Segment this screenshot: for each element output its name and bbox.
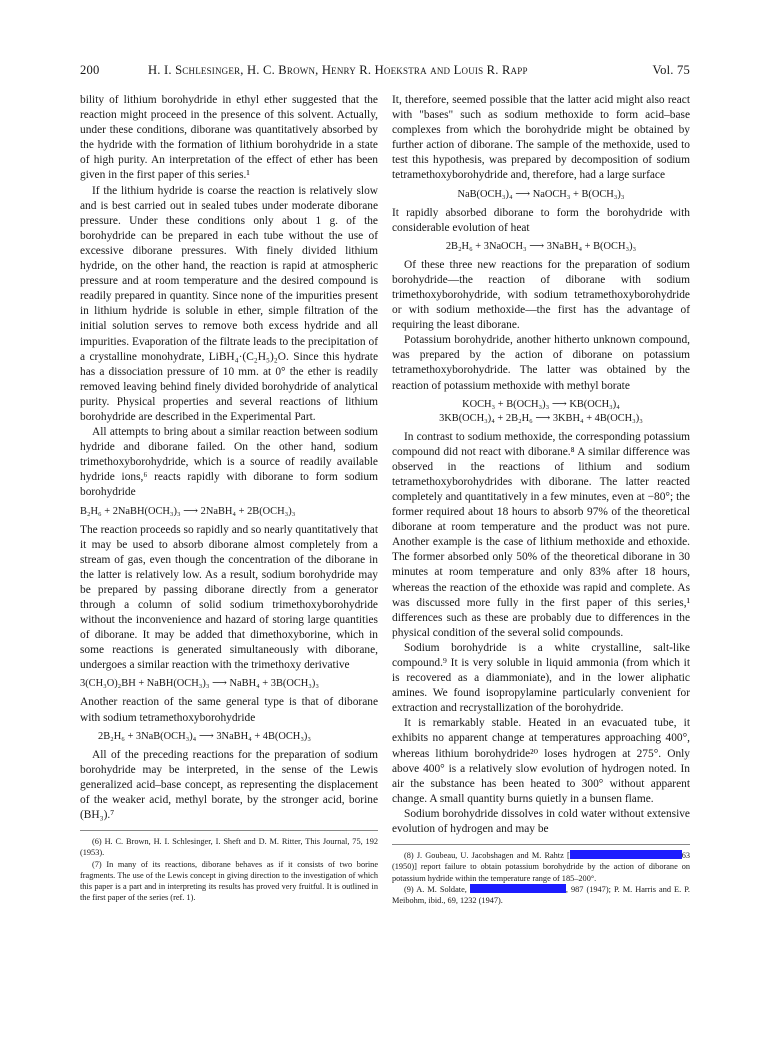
paragraph: All attempts to bring about a similar reaction between sodium hydride and diborane failed. On the other hand, sodium trimethoxyborohydride, which is a source of readily available hydride ions,⁶ reacts rapidly with diborane to form sodium borohydride: [80, 426, 378, 499]
paragraph: It is remarkably stable. Heated in an evacuated tube, it exhibits no apparent change at temperatures approaching 400°, whereas lithium borohydride²⁰ loses hydrogen at 275°. Only above 400° is a relatively slow evolution of hydrogen noted. In air the substance has been heated to 300° without apparent change. A small quantity burns quietly in a bunsen flame.: [392, 717, 690, 805]
paragraph: Of these three new reactions for the preparation of sodium borohydride—the reaction of diborane with sodium trimethoxyborohydride, with sodium tetramethoxyborohydride or with sodium methoxide—the first has the advantage of requiring the least diborane.: [392, 258, 690, 332]
paragraph: Sodium borohydride is a white crystalline, salt-like compound.⁹ It is very soluble in liquid ammonia (from which it is recovered as a diammoniate), and in the lower aliphatic amines. We found isopropylamine particularly convenient for extraction and recrystallization of the borohydride.: [392, 641, 690, 715]
footnote-text: (9) A. M. Soldate,: [404, 884, 470, 894]
equation: B₂H₆ + 2NaBH(OCH₃)₃ ⟶ 2NaBH₄ + 2B(OCH₃)₃: [80, 505, 296, 517]
footnote-text: (8) J. Goubeau, U. Jacobshagen and M. Rahtz [: [404, 851, 570, 861]
equation: NaB(OCH₃)₄ ⟶ NaOCH₃ + B(OCH₃)₃: [457, 188, 625, 200]
paragraph: If the lithium hydride is coarse the reaction is relatively slow and is best carried out in sealed tubes under moderate diborane pressure. Under these conditions only about 1 g. of the borohydride can be prepared in each tube without the use of excessive diborane pressures. With finely divided lithium hydride, on the other hand, the reaction is rapid at atmospheric pressure and at room temperature and the desired compound is readily prepared in quantity. Since none of the impurities present in lithium hydride is soluble in ether, simple filtration of the initial solution serves to remove both excess hydride and all impurities. Evaporation of the filtrate leads to the precipitation of a crystalline monohydrate, LiBH₄·(C₂H₅)₂O. Since this hydrate has a dissociation pressure of 10 mm. at 0° the ether is readily removed leaving behind finely divided borohydride of analytical purity. Physical properties and several reactions of lithium borohydride are described in the Experimental Part.: [80, 184, 378, 423]
footnote-text: , 987 (1947); P. M. Harris and E. P. Meibohm, ibid., 69, 1232 (1947).: [392, 884, 690, 905]
footnote: (7) In many of its reactions, diborane behaves as if it consists of two borine fragments. The use of the Lewis concept in giving direction to the investigation of which this paper is a part and in interpreting its results has proved very fruitful. It is outlined in the first paper of the series (ref. 1).: [80, 859, 378, 903]
equation: KOCH₃ + B(OCH₃)₃ ⟶ KB(OCH₃)₄: [462, 398, 620, 410]
paragraph: The reaction proceeds so rapidly and so nearly quantitatively that it may be used to absorb diborane almost completely from a stream of gas, even though the concentration of the diborane in the latter is relatively low. As a result, sodium borohydride may be prepared by passing diborane directly from a generator through a column of solid sodium trimethoxyborohydride without the inconvenience and hazard of storing large quantities of diborane. It may be added that dimethoxyborine, which in some reactions is generated simultaneously with diborane, undergoes a similar reaction with the trimethoxy derivative: [80, 523, 378, 672]
paragraph: It, therefore, seemed possible that the latter acid might also react with "bases" such as sodium methoxide to form acid–base complexes from which the borohydride might be obtained by further action of diborane. The sample of the methoxide, used to test this hypothesis, was prepared by decomposition of sodium tetramethoxyborohydride and, therefore, had a large surface: [392, 94, 690, 182]
paragraph: It rapidly absorbed diborane to form the borohydride with considerable evolution of heat: [392, 206, 690, 234]
paragraph: bility of lithium borohydride in ethyl ether suggested that the reaction might proceed in the presence of this solvent. Actually, under these conditions, diborane was quantitatively absorbed by the hydride with the formation of lithium borohydride in a state of high purity. An interpretation of the effect of ether has been given in the first paper of this series.¹: [80, 94, 378, 182]
redaction-box: [570, 850, 682, 859]
footnote-rule: [80, 830, 378, 831]
running-authors: H. I. Schlesinger, H. C. Brown, Henry R. Hoekstra and Louis R. Rapp: [148, 63, 528, 77]
footnote: (6) H. C. Brown, H. I. Schlesinger, I. Sheft and D. M. Ritter, This Journal, 75, 192 (1953).: [80, 837, 378, 858]
equation: 2B₂H₆ + 3NaOCH₃ ⟶ 3NaBH₄ + B(OCH₃)₃: [445, 240, 637, 252]
footnote-rule: [392, 844, 690, 845]
redaction-box: [470, 884, 566, 893]
running-header: [80, 63, 690, 83]
right-column: [392, 93, 690, 906]
footnote: [392, 850, 690, 884]
page-number: 200: [80, 63, 100, 77]
footnote-text: 63 (1950)] report failure to obtain potassium borohydride by the action of diborane on potassium hydride within the temperature range of 185–200°.: [392, 851, 690, 883]
volume-label: Vol. 75: [652, 63, 690, 77]
equation: 3(CH₃O)₂BH + NaBH(OCH₃)₃ ⟶ NaBH₄ + 3B(OCH₃)₃: [80, 678, 319, 690]
equation: 3KB(OCH₃)₄ + 2B₂H₆ ⟶ 3KBH₄ + 4B(OCH₃)₃: [439, 412, 643, 424]
paragraph: Sodium borohydride dissolves in cold water without extensive evolution of hydrogen and may be: [392, 807, 690, 836]
footnote: [392, 884, 690, 906]
equation: 2B₂H₆ + 3NaB(OCH₃)₄ ⟶ 3NaBH₄ + 4B(OCH₃)₃: [98, 730, 312, 742]
paragraph: In contrast to sodium methoxide, the corresponding potassium compound did not react with diborane.⁸ A similar difference was observed in the reactions of lithium and sodium tetramethoxyborohydrides with diborane. The latter reacted completely and quantitatively in a few minutes, even at −80°; the former required about 18 hours to absorb 97% of the theoretical diborane at room temperature and the product was not pure. Another example is the case of lithium methoxide and ethoxide. The former absorbed only 50% of the theoretical diborane in 30 minutes at room temperature and only 83% after 18 hours, whereas the reaction of the ethoxide was rapid and complete. As was discussed more fully in the first paper of this series,¹ differences such as these are probably due to differences in the physical condition of the several solid compounds.: [392, 430, 690, 639]
paragraph: Another reaction of the same general type is that of diborane with sodium tetramethoxyborohydride: [80, 696, 378, 724]
paragraph: Potassium borohydride, another hitherto unknown compound, was prepared by the action of diborane on potassium tetramethoxyborohydride. The latter was obtained by the reaction of potassium methoxide with methyl borate: [392, 334, 690, 392]
left-column: [80, 93, 378, 903]
paragraph: All of the preceding reactions for the preparation of sodium borohydride may be interpreted, in the sense of the Lewis generalized acid–base concept, as representing the displacement of the weaker acid, methyl borate, by the stronger acid, borine (BH₃).⁷: [80, 748, 378, 822]
